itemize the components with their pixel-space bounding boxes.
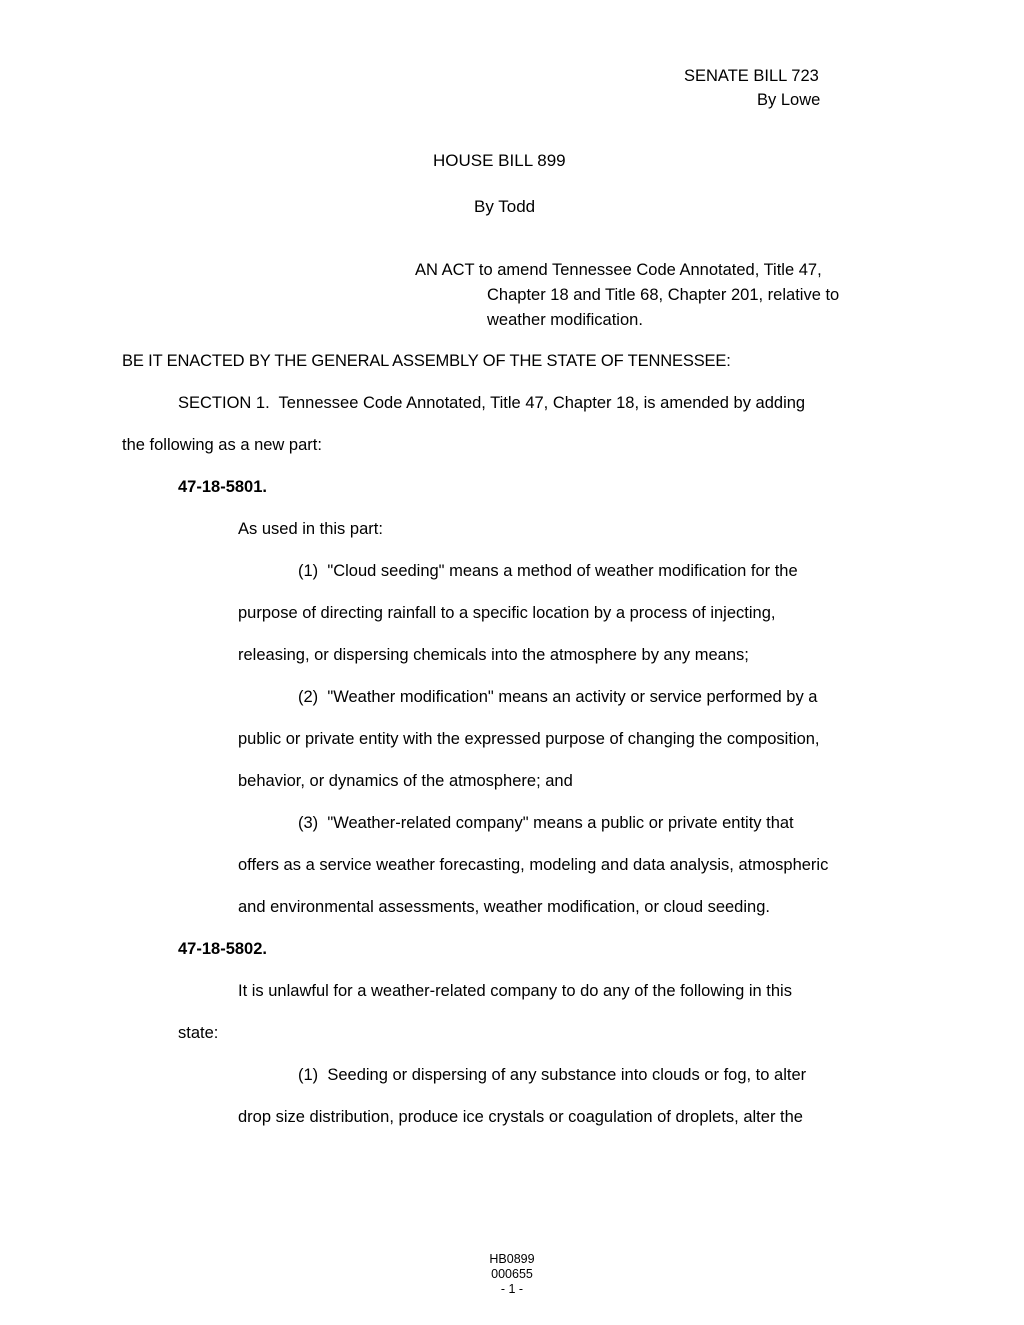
footer-page-number: - 1 - (500, 1282, 524, 1296)
definition-1-line-2: purpose of directing rainfall to a specific location by a process of injecting, (238, 604, 776, 622)
house-bill-sponsor: By Todd (474, 197, 536, 216)
part-5801-lead-in: As used in this part: (238, 520, 383, 538)
caption-line-3: weather modification. (487, 311, 643, 329)
part-heading-5802: 47-18-5802. (178, 940, 267, 958)
definition-3-line-2: offers as a service weather forecasting, modeling and data analysis, atmospheric (238, 856, 829, 874)
definition-1-line-1: (1) "Cloud seeding" means a method of weather modification for the (298, 562, 798, 580)
senate-bill-number: SENATE BILL 723 (684, 67, 819, 85)
house-bill-number: HOUSE BILL 899 (433, 151, 566, 170)
caption-line-1: AN ACT to amend Tennessee Code Annotated, Title 47, (415, 261, 822, 279)
part-5802-lead-line-1: It is unlawful for a weather-related company to do any of the following in this (238, 982, 792, 1000)
definition-1-line-3: releasing, or dispersing chemicals into the atmosphere by any means; (238, 646, 749, 664)
bill-body (0, 340, 1024, 1138)
enacting-clause: BE IT ENACTED BY THE GENERAL ASSEMBLY OF THE STATE OF TENNESSEE: (122, 352, 731, 370)
page-footer (0, 1252, 1024, 1297)
part-5802-lead-line-2: state: (178, 1024, 219, 1042)
bill-caption (415, 258, 915, 333)
definition-2-line-2: public or private entity with the expressed purpose of changing the composition, (238, 730, 820, 748)
senate-bill-sponsor: By Lowe (757, 91, 821, 109)
caption-line-2: Chapter 18 and Title 68, Chapter 201, relative to (487, 286, 840, 304)
definition-2-line-3: behavior, or dynamics of the atmosphere; and (238, 772, 573, 790)
section-1-line-2: the following as a new part: (122, 436, 322, 454)
definition-3-line-3: and environmental assessments, weather modification, or cloud seeding. (238, 898, 770, 916)
footer-bill-code: HB0899 (489, 1252, 535, 1266)
prohibition-1-line-1: (1) Seeding or dispersing of any substance into clouds or fog, to alter (298, 1066, 807, 1084)
part-heading-5801: 47-18-5801. (178, 478, 267, 496)
definition-2-line-1: (2) "Weather modification" means an activity or service performed by a (298, 688, 818, 706)
prohibition-1-line-2: drop size distribution, produce ice crystals or coagulation of droplets, alter the (238, 1108, 803, 1126)
section-1-line-1: SECTION 1. Tennessee Code Annotated, Title 47, Chapter 18, is amended by adding (178, 394, 806, 412)
definition-3-line-1: (3) "Weather-related company" means a public or private entity that (298, 814, 794, 832)
footer-doc-number: 000655 (491, 1267, 533, 1281)
senate-bill-header (592, 64, 992, 112)
